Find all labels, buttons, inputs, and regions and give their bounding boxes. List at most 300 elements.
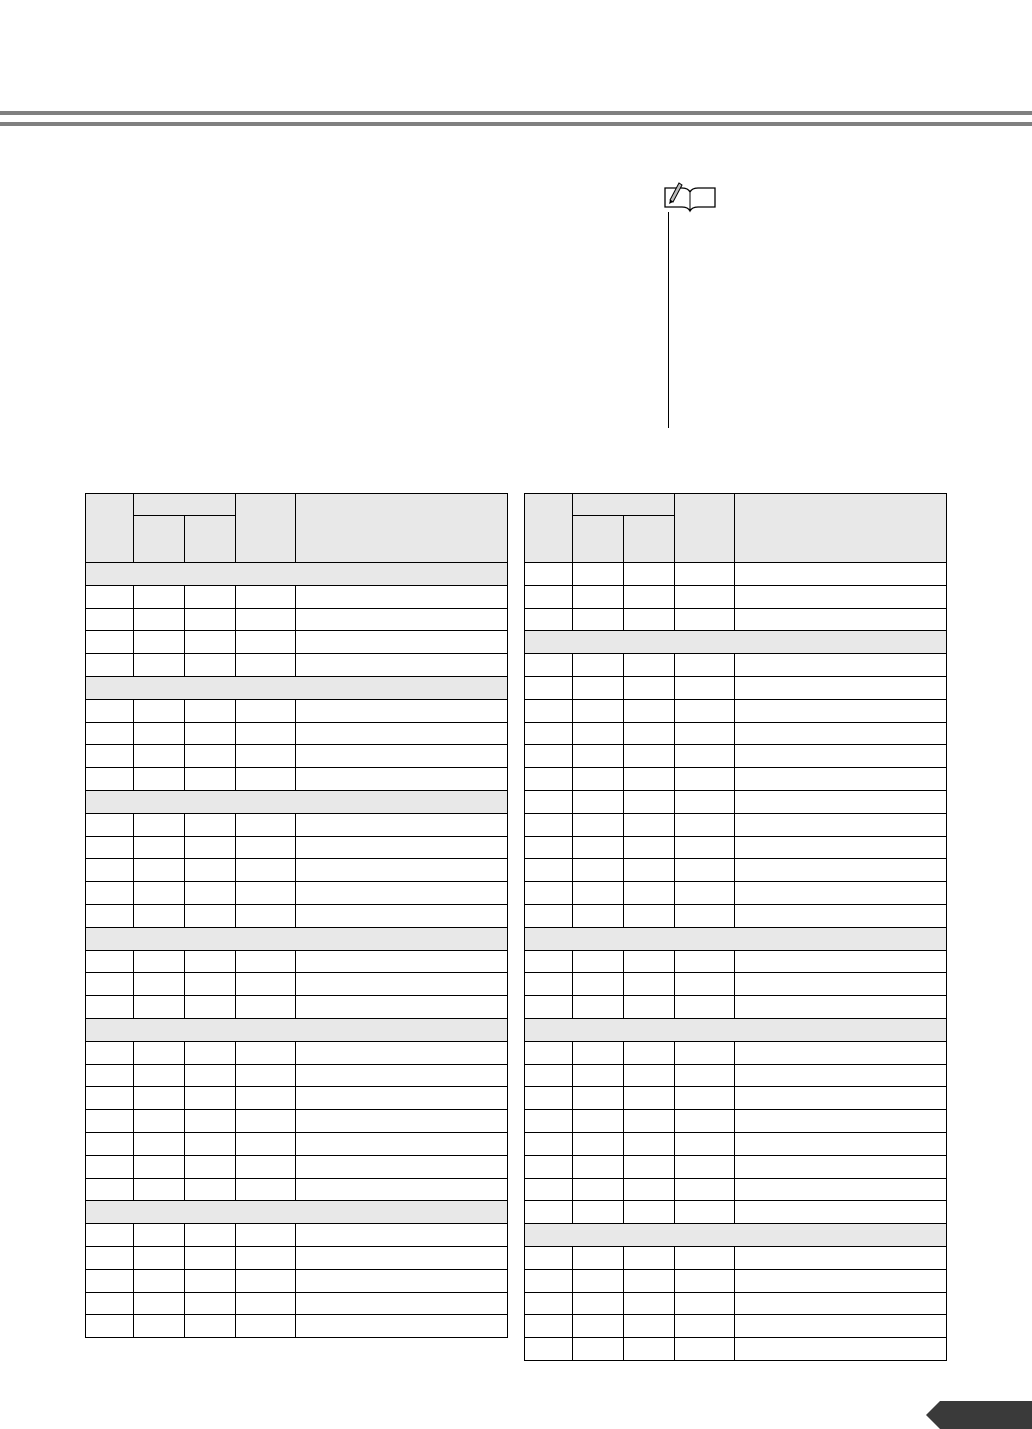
table-cell xyxy=(675,585,735,608)
table-cell xyxy=(525,1178,573,1201)
table-cell xyxy=(675,654,735,677)
table-cell xyxy=(675,973,735,996)
table-cell xyxy=(624,1315,675,1338)
subheader-cell xyxy=(134,516,185,563)
table-cell xyxy=(185,1315,236,1338)
table-cell xyxy=(296,1155,508,1178)
table-cell xyxy=(525,745,573,768)
table-cell xyxy=(134,608,185,631)
section-header-cell xyxy=(86,563,508,586)
table-row xyxy=(525,1269,947,1292)
table-row xyxy=(525,836,947,859)
table-cell xyxy=(735,813,947,836)
table-cell xyxy=(134,654,185,677)
table-cell xyxy=(86,1315,134,1338)
table-cell xyxy=(185,996,236,1019)
table-row xyxy=(525,1110,947,1133)
table-cell xyxy=(134,1246,185,1269)
table-cell xyxy=(185,813,236,836)
table-cell xyxy=(624,608,675,631)
table-row xyxy=(86,904,508,927)
section-header-row xyxy=(525,631,947,654)
table-cell xyxy=(573,608,624,631)
table-cell xyxy=(296,904,508,927)
table-cell xyxy=(134,882,185,905)
table-row xyxy=(86,882,508,905)
table-cell xyxy=(134,1155,185,1178)
table-cell xyxy=(525,996,573,1019)
header-cell xyxy=(735,494,947,563)
table-cell xyxy=(624,950,675,973)
table-cell xyxy=(735,1064,947,1087)
table-row xyxy=(525,768,947,791)
header-cell xyxy=(236,494,296,563)
table-cell xyxy=(525,699,573,722)
table-row xyxy=(525,699,947,722)
table-cell xyxy=(134,1292,185,1315)
table-cell xyxy=(525,1269,573,1292)
table-cell xyxy=(134,904,185,927)
table-cell xyxy=(525,882,573,905)
table-cell xyxy=(296,1110,508,1133)
table-cell xyxy=(735,1338,947,1361)
table-cell xyxy=(525,950,573,973)
table-cell xyxy=(573,1292,624,1315)
table-cell xyxy=(675,1201,735,1224)
table-cell xyxy=(296,585,508,608)
table-cell xyxy=(624,1292,675,1315)
table-cell xyxy=(624,1110,675,1133)
table-cell xyxy=(296,1224,508,1247)
table-cell xyxy=(134,1224,185,1247)
table-cell xyxy=(735,563,947,586)
table-cell xyxy=(236,722,296,745)
table-cell xyxy=(573,973,624,996)
table-row xyxy=(86,813,508,836)
table-cell xyxy=(185,1246,236,1269)
table-cell xyxy=(185,836,236,859)
table-row xyxy=(525,1041,947,1064)
table-row xyxy=(86,608,508,631)
table-cell xyxy=(525,1155,573,1178)
table-cell xyxy=(185,1155,236,1178)
table-cell xyxy=(735,882,947,905)
table-cell xyxy=(236,1155,296,1178)
table-cell xyxy=(675,1064,735,1087)
table-cell xyxy=(185,768,236,791)
table-row xyxy=(525,1292,947,1315)
table-row xyxy=(525,950,947,973)
table-cell xyxy=(573,882,624,905)
table-cell xyxy=(735,1041,947,1064)
table-cell xyxy=(624,768,675,791)
subheader-cell xyxy=(185,516,236,563)
table-cell xyxy=(525,973,573,996)
table-cell xyxy=(525,1041,573,1064)
section-header-cell xyxy=(86,676,508,699)
section-header-row xyxy=(86,790,508,813)
table-cell xyxy=(573,1155,624,1178)
table-cell xyxy=(624,859,675,882)
parameter-table-left xyxy=(85,493,508,1338)
table-cell xyxy=(525,1201,573,1224)
section-header-row xyxy=(86,1201,508,1224)
table-cell xyxy=(573,836,624,859)
table-cell xyxy=(735,722,947,745)
table-cell xyxy=(86,836,134,859)
table-cell xyxy=(134,722,185,745)
table-cell xyxy=(573,904,624,927)
table-row xyxy=(86,996,508,1019)
table-cell xyxy=(236,1132,296,1155)
table-cell xyxy=(675,1087,735,1110)
section-header-cell xyxy=(86,790,508,813)
table-row xyxy=(86,654,508,677)
table-cell xyxy=(624,1087,675,1110)
table-cell xyxy=(675,1041,735,1064)
table-cell xyxy=(134,631,185,654)
table-cell xyxy=(134,768,185,791)
table-cell xyxy=(735,768,947,791)
header-rule-bottom xyxy=(0,122,1032,126)
section-header-cell xyxy=(86,1018,508,1041)
table-cell xyxy=(525,1132,573,1155)
table-cell xyxy=(624,1201,675,1224)
table-cell xyxy=(185,1224,236,1247)
table-row xyxy=(86,950,508,973)
table-cell xyxy=(624,1155,675,1178)
table-cell xyxy=(525,790,573,813)
table-cell xyxy=(296,973,508,996)
table-cell xyxy=(675,563,735,586)
table-row xyxy=(86,631,508,654)
header-cell xyxy=(525,494,573,563)
table-cell xyxy=(573,1132,624,1155)
table-row xyxy=(525,859,947,882)
note-margin-line xyxy=(668,212,669,428)
table-cell xyxy=(236,1246,296,1269)
table-cell xyxy=(296,631,508,654)
table-row xyxy=(86,1224,508,1247)
table-cell xyxy=(735,859,947,882)
header-cell xyxy=(86,494,134,563)
table-cell xyxy=(185,654,236,677)
table-cell xyxy=(573,1110,624,1133)
table-row xyxy=(525,563,947,586)
table-cell xyxy=(236,1041,296,1064)
table-cell xyxy=(675,1315,735,1338)
table-row xyxy=(86,745,508,768)
table-cell xyxy=(735,904,947,927)
table-cell xyxy=(624,1269,675,1292)
table-row xyxy=(525,813,947,836)
table-cell xyxy=(735,1201,947,1224)
table-cell xyxy=(573,676,624,699)
table-row xyxy=(86,585,508,608)
table-cell xyxy=(185,608,236,631)
table-cell xyxy=(134,1178,185,1201)
table-cell xyxy=(86,1292,134,1315)
table-row xyxy=(525,1246,947,1269)
table-cell xyxy=(525,1110,573,1133)
table-cell xyxy=(573,950,624,973)
subheader-cell xyxy=(573,516,624,563)
table-cell xyxy=(675,1269,735,1292)
table-cell xyxy=(573,1087,624,1110)
table-cell xyxy=(675,882,735,905)
table-cell xyxy=(86,1132,134,1155)
table-header-row xyxy=(86,494,508,516)
table-cell xyxy=(573,1064,624,1087)
table-row xyxy=(86,1246,508,1269)
table-row xyxy=(525,1087,947,1110)
table-cell xyxy=(675,836,735,859)
table-cell xyxy=(134,813,185,836)
table-cell xyxy=(735,790,947,813)
table-cell xyxy=(735,585,947,608)
table-cell xyxy=(735,676,947,699)
table-cell xyxy=(86,1087,134,1110)
table-cell xyxy=(735,1292,947,1315)
table-row xyxy=(86,1155,508,1178)
table-cell xyxy=(624,722,675,745)
table-cell xyxy=(296,1041,508,1064)
table-cell xyxy=(185,1087,236,1110)
table-row xyxy=(86,768,508,791)
table-cell xyxy=(735,699,947,722)
section-header-row xyxy=(86,676,508,699)
table-cell xyxy=(185,1292,236,1315)
table-cell xyxy=(236,768,296,791)
section-header-cell xyxy=(525,927,947,950)
table-cell xyxy=(86,585,134,608)
table-cell xyxy=(86,1269,134,1292)
table-cell xyxy=(735,1246,947,1269)
table-cell xyxy=(573,1338,624,1361)
table-cell xyxy=(735,1110,947,1133)
table-row xyxy=(86,836,508,859)
table-cell xyxy=(735,1155,947,1178)
table-cell xyxy=(675,1338,735,1361)
table-cell xyxy=(624,654,675,677)
table-cell xyxy=(296,859,508,882)
table-cell xyxy=(86,1155,134,1178)
table-cell xyxy=(675,608,735,631)
section-header-cell xyxy=(525,631,947,654)
table-cell xyxy=(236,608,296,631)
table-cell xyxy=(525,1246,573,1269)
table-cell xyxy=(675,1178,735,1201)
table-cell xyxy=(573,1315,624,1338)
table-cell xyxy=(185,631,236,654)
table-cell xyxy=(675,790,735,813)
table-cell xyxy=(675,1132,735,1155)
table-cell xyxy=(735,1087,947,1110)
table-cell xyxy=(236,813,296,836)
table-cell xyxy=(525,836,573,859)
table-cell xyxy=(624,882,675,905)
table-cell xyxy=(86,1064,134,1087)
table-cell xyxy=(134,973,185,996)
table-cell xyxy=(296,745,508,768)
table-cell xyxy=(185,1132,236,1155)
table-cell xyxy=(675,722,735,745)
table-cell xyxy=(573,654,624,677)
table-cell xyxy=(296,1132,508,1155)
table-row xyxy=(525,745,947,768)
table-cell xyxy=(624,676,675,699)
table-cell xyxy=(735,1269,947,1292)
table-cell xyxy=(296,1269,508,1292)
table-cell xyxy=(525,563,573,586)
section-header-cell xyxy=(525,1018,947,1041)
table-cell xyxy=(675,1155,735,1178)
table-cell xyxy=(236,882,296,905)
table-cell xyxy=(296,608,508,631)
table-cell xyxy=(573,859,624,882)
table-row xyxy=(86,1315,508,1338)
table-cell xyxy=(86,1178,134,1201)
table-cell xyxy=(573,585,624,608)
table-cell xyxy=(624,699,675,722)
table-cell xyxy=(86,882,134,905)
table-row xyxy=(86,722,508,745)
table-row xyxy=(525,1315,947,1338)
table-cell xyxy=(86,1041,134,1064)
table-cell xyxy=(525,813,573,836)
table-row xyxy=(525,1178,947,1201)
table-cell xyxy=(134,1064,185,1087)
table-cell xyxy=(675,699,735,722)
table-cell xyxy=(296,996,508,1019)
table-cell xyxy=(573,1201,624,1224)
table-cell xyxy=(624,813,675,836)
table-cell xyxy=(296,768,508,791)
table-cell xyxy=(86,996,134,1019)
table-cell xyxy=(185,1178,236,1201)
table-cell xyxy=(525,904,573,927)
table-cell xyxy=(624,745,675,768)
table-cell xyxy=(296,813,508,836)
table-cell xyxy=(525,859,573,882)
table-row xyxy=(525,654,947,677)
table-cell xyxy=(86,973,134,996)
header-cell xyxy=(573,494,675,516)
note-icon xyxy=(662,180,718,214)
table-row xyxy=(525,608,947,631)
header-cell xyxy=(296,494,508,563)
table-cell xyxy=(573,722,624,745)
table-cell xyxy=(525,1338,573,1361)
table-cell xyxy=(134,745,185,768)
table-cell xyxy=(675,1110,735,1133)
table-cell xyxy=(624,563,675,586)
table-cell xyxy=(296,882,508,905)
table-row xyxy=(86,1110,508,1133)
table-cell xyxy=(296,722,508,745)
table-cell xyxy=(236,745,296,768)
table-cell xyxy=(86,1246,134,1269)
table-cell xyxy=(185,722,236,745)
table-cell xyxy=(134,1269,185,1292)
table-row xyxy=(525,1064,947,1087)
table-cell xyxy=(236,836,296,859)
table-cell xyxy=(86,813,134,836)
table-cell xyxy=(86,631,134,654)
table-cell xyxy=(236,1224,296,1247)
table-cell xyxy=(675,745,735,768)
table-cell xyxy=(236,904,296,927)
table-row xyxy=(86,1132,508,1155)
table-cell xyxy=(735,745,947,768)
table-row xyxy=(86,859,508,882)
table-cell xyxy=(573,1246,624,1269)
table-cell xyxy=(525,585,573,608)
section-header-row xyxy=(86,563,508,586)
table-cell xyxy=(185,585,236,608)
table-cell xyxy=(134,1315,185,1338)
table-cell xyxy=(525,676,573,699)
table-cell xyxy=(185,1110,236,1133)
table-cell xyxy=(236,996,296,1019)
table-cell xyxy=(735,1315,947,1338)
table-row xyxy=(525,676,947,699)
table-cell xyxy=(134,996,185,1019)
table-cell xyxy=(525,1087,573,1110)
table-cell xyxy=(185,904,236,927)
table-cell xyxy=(573,790,624,813)
header-cell xyxy=(134,494,236,516)
table-cell xyxy=(624,1178,675,1201)
table-cell xyxy=(134,859,185,882)
table-row xyxy=(86,973,508,996)
table-cell xyxy=(236,859,296,882)
table-cell xyxy=(624,996,675,1019)
table-row xyxy=(86,1269,508,1292)
table-cell xyxy=(735,1178,947,1201)
table-cell xyxy=(296,699,508,722)
table-cell xyxy=(185,950,236,973)
table-cell xyxy=(624,836,675,859)
table-cell xyxy=(735,654,947,677)
table-cell xyxy=(525,768,573,791)
table-cell xyxy=(296,950,508,973)
table-row xyxy=(525,882,947,905)
table-cell xyxy=(573,1269,624,1292)
table-cell xyxy=(735,836,947,859)
header-rule-top xyxy=(0,111,1032,115)
table-cell xyxy=(86,699,134,722)
table-cell xyxy=(573,745,624,768)
table-cell xyxy=(675,1246,735,1269)
table-cell xyxy=(573,996,624,1019)
table-cell xyxy=(624,790,675,813)
parameter-table-right xyxy=(524,493,947,1361)
table-row xyxy=(525,1155,947,1178)
table-cell xyxy=(296,1315,508,1338)
table-cell xyxy=(134,585,185,608)
table-cell xyxy=(525,1315,573,1338)
table-cell xyxy=(236,1315,296,1338)
table-cell xyxy=(624,585,675,608)
table-cell xyxy=(86,768,134,791)
section-header-row xyxy=(525,1224,947,1247)
section-header-cell xyxy=(86,927,508,950)
table-cell xyxy=(236,1178,296,1201)
table-cell xyxy=(185,882,236,905)
table-cell xyxy=(134,1132,185,1155)
table-cell xyxy=(134,1110,185,1133)
